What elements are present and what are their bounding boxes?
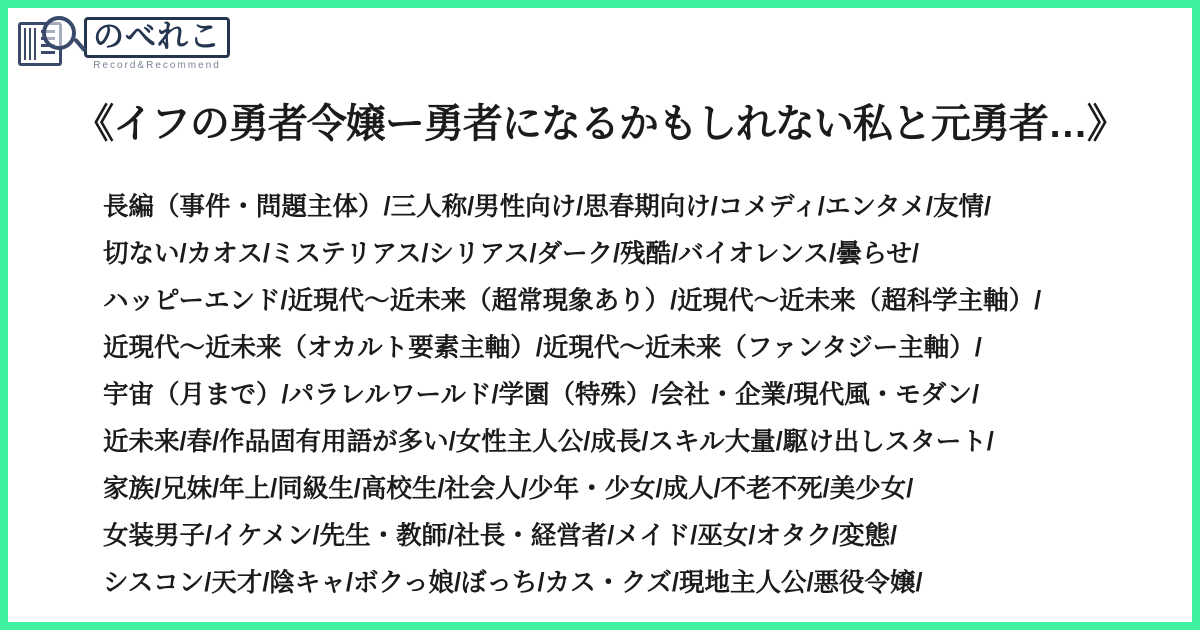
logo-wordmark: のべれこ <box>84 17 230 59</box>
tag-line: 近未来/春/作品固有用語が多い/女性主人公/成長/スキル大量/駆け出しスタート/ <box>103 428 994 456</box>
page-title: 《イフの勇者令嬢ー勇者になるかもしれない私と元勇者…》 <box>74 102 1126 146</box>
book-magnifier-icon <box>16 16 78 72</box>
content-card <box>8 8 1192 622</box>
tag-line: 近現代〜近未来（オカルト要素主軸）/近現代〜近未来（ファンタジー主軸）/ <box>103 334 982 362</box>
site-logo[interactable] <box>16 14 230 74</box>
tag-line: 切ない/カオス/ミステリアス/シリアス/ダーク/残酷/バイオレンス/曇らせ/ <box>103 240 919 268</box>
tag-list <box>103 184 1112 607</box>
tag-line: 女装男子/イケメン/先生・教師/社長・経営者/メイド/巫女/オタク/変態/ <box>103 522 898 550</box>
tag-line: 家族/兄妹/年上/同級生/高校生/社会人/少年・少女/成人/不老不死/美少女/ <box>103 475 914 503</box>
tag-line: シスコン/天才/陰キャ/ボクっ娘/ぼっち/カス・クズ/現地主人公/悪役令嬢/ <box>103 569 923 597</box>
magnifier-icon <box>42 16 76 50</box>
logo-tagline: Record&Recommend <box>93 60 221 72</box>
tag-line: 長編（事件・問題主体）/三人称/男性向け/思春期向け/コメディ/エンタメ/友情/ <box>103 193 992 221</box>
tag-line: 宇宙（月まで）/パラレルワールド/学園（特殊）/会社・企業/現代風・モダン/ <box>103 381 980 409</box>
logo-text-block <box>84 17 230 72</box>
tag-line: ハッピーエンド/近現代〜近未来（超常現象あり）/近現代〜近未来（超科学主軸）/ <box>103 287 1042 315</box>
